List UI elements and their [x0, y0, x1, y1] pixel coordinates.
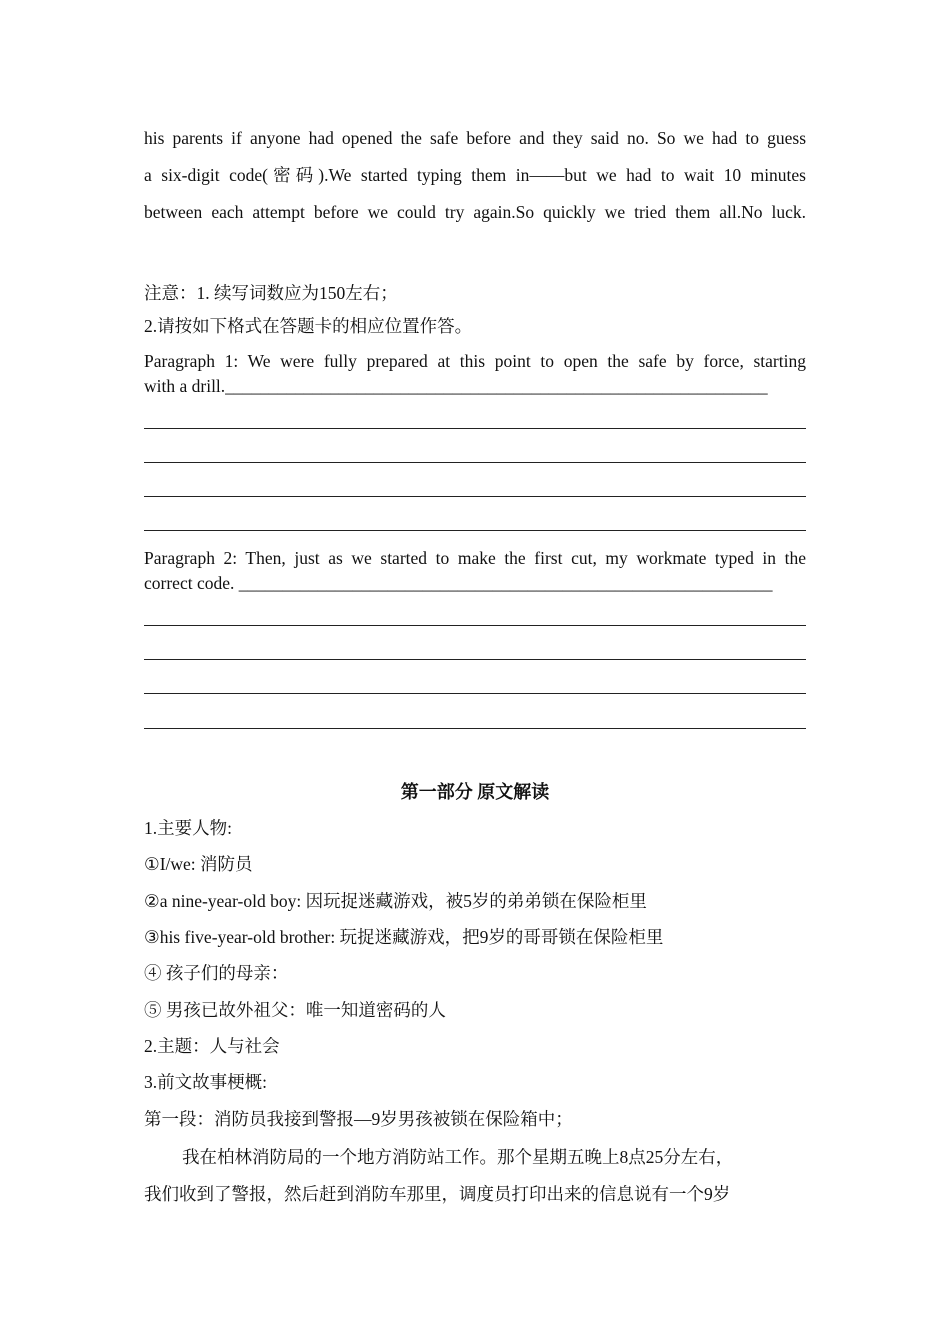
summary-text-line: 我们收到了警报，然后赶到消防车那里，调度员打印出来的信息说有一个9岁 — [144, 1184, 731, 1204]
character-item: ④ 孩子们的母亲： — [144, 963, 289, 983]
character-item: ③his five-year-old brother: 玩捉迷藏游戏，把9岁的哥哥锁在保险柜里 — [144, 927, 664, 947]
paragraph2-prompt-cont: correct code. _____________________________________________________________ — [144, 573, 773, 593]
summary-text-line: 我在柏林消防局的一个地方消防站工作。那个星期五晚上8点25分左右， — [182, 1147, 734, 1167]
story-line-1: his parents if anyone had opened the safe before and they said no. So we had to guess — [144, 128, 806, 148]
answer-line — [144, 496, 806, 497]
note-format: 2.请按如下格式在答题卡的相应位置作答。 — [144, 316, 473, 336]
character-item: ⑤ 男孩已故外祖父：唯一知道密码的人 — [144, 1000, 446, 1020]
theme-heading: 2.主题：人与社会 — [144, 1036, 280, 1056]
characters-heading: 1.主要人物: — [144, 818, 232, 838]
answer-line — [144, 693, 806, 694]
paragraph1-prompt-cont: with a drill.______________________________________________________________ — [144, 376, 768, 396]
character-item: ①I/we: 消防员 — [144, 854, 253, 874]
answer-line — [144, 625, 806, 626]
answer-line — [144, 462, 806, 463]
answer-line — [144, 428, 806, 429]
note-word-count: 注意：1. 续写词数应为150左右； — [144, 283, 398, 303]
answer-line — [144, 728, 806, 729]
paragraph-summary-title: 第一段：消防员我接到警报—9岁男孩被锁在保险箱中； — [144, 1109, 573, 1129]
character-item: ②a nine-year-old boy: 因玩捉迷藏游戏，被5岁的弟弟锁在保险柜里 — [144, 891, 647, 911]
summary-heading: 3.前文故事梗概: — [144, 1072, 267, 1092]
section-title: 第一部分 原文解读 — [400, 782, 550, 802]
paragraph1-prompt: Paragraph 1: We were fully prepared at this point to open the safe by force, starting — [144, 351, 806, 371]
paragraph2-prompt: Paragraph 2: Then, just as we started to make the first cut, my workmate typed in the — [144, 548, 806, 568]
story-line-2: a six-digit code(密码).We started typing them in——but we had to wait 10 minutes — [144, 165, 806, 185]
answer-line — [144, 530, 806, 531]
answer-line — [144, 659, 806, 660]
story-line-3: between each attempt before we could try again.So quickly we tried them all.No luck. — [144, 202, 806, 222]
